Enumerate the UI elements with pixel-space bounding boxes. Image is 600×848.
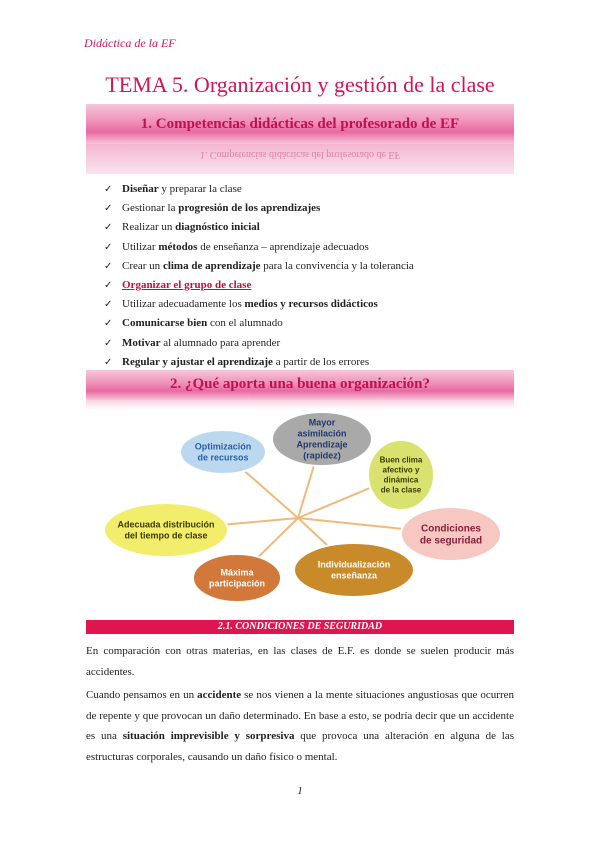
bubble-label: Condiciones bbox=[420, 523, 482, 535]
competency-pre: Gestionar la bbox=[122, 202, 179, 215]
competency-item bbox=[104, 353, 414, 372]
bubble-label: Aprendizaje bbox=[296, 439, 348, 450]
bubble-label: Máxima bbox=[220, 567, 254, 578]
bubble-buen-clima bbox=[368, 440, 434, 510]
bubble-label: participación bbox=[208, 578, 266, 589]
bubble-label: Buen clima bbox=[379, 455, 423, 465]
bubble-label: asimilación bbox=[297, 428, 347, 439]
check-icon: ✓ bbox=[104, 203, 113, 215]
competency-bold: Comunicarse bien bbox=[122, 317, 208, 330]
section1-banner bbox=[86, 104, 514, 144]
competency-bold: métodos bbox=[158, 240, 198, 253]
bubble-label: enseñanza bbox=[330, 570, 378, 581]
competency-item bbox=[104, 314, 414, 333]
bubble-label: Adecuada distribución bbox=[117, 519, 215, 530]
competency-rest: a partir de los errores bbox=[272, 355, 370, 368]
competency-item bbox=[104, 238, 414, 257]
section2-reflection bbox=[86, 400, 514, 410]
section2-banner bbox=[86, 370, 514, 400]
section1-heading: 1. Competencias didácticas del profesorado de EF bbox=[140, 116, 460, 132]
bubble-label: del tiempo de clase bbox=[124, 530, 208, 541]
competency-item bbox=[104, 257, 414, 276]
check-icon: ✓ bbox=[104, 356, 113, 368]
bubble-label: de la clase bbox=[380, 485, 422, 495]
competency-bold: progresión de los aprendizajes bbox=[178, 202, 321, 215]
competency-rest: al alumnado para aprender bbox=[160, 336, 281, 349]
organization-diagram bbox=[86, 410, 514, 615]
competency-rest: de enseñanza – aprendizaje adecuados bbox=[197, 240, 369, 253]
bubble-label: de recursos bbox=[197, 452, 249, 463]
competency-bold: Diseñar bbox=[122, 183, 159, 195]
check-icon: ✓ bbox=[104, 337, 113, 349]
competency-bold: clima de aprendizaje bbox=[162, 259, 261, 272]
check-icon: ✓ bbox=[104, 279, 113, 291]
competency-pre: Utilizar bbox=[122, 240, 159, 253]
bubble-condiciones-seguridad bbox=[401, 507, 501, 561]
bubble-label: dinámica bbox=[383, 475, 419, 485]
section2-heading: 2. ¿Qué aporta una buena organización? bbox=[169, 376, 431, 392]
check-icon: ✓ bbox=[104, 299, 113, 311]
competency-bold: diagnóstico inicial bbox=[175, 221, 260, 234]
section1-reflection bbox=[86, 144, 514, 174]
competency-list bbox=[104, 180, 414, 372]
competency-pre: Realizar un bbox=[122, 221, 176, 234]
competency-rest: y preparar la clase bbox=[158, 183, 242, 195]
competency-item bbox=[104, 276, 414, 295]
competency-pre: Crear un bbox=[122, 259, 163, 272]
bubble-optimizacion-recursos bbox=[180, 430, 266, 474]
check-icon: ✓ bbox=[104, 241, 113, 253]
competency-pre: Utilizar adecuadamente los bbox=[122, 298, 245, 311]
paragraph-1: En comparación con otras materias, en las clases de E.F. es donde se suelen producir más accidentes. bbox=[86, 645, 514, 678]
bubble-label: Optimización bbox=[194, 441, 252, 452]
section21-heading: 2.1. CONDICIONES DE SEGURIDAD bbox=[86, 620, 514, 634]
competency-rest: para la convivencia y la tolerancia bbox=[260, 259, 414, 272]
competency-bold: Regular y ajustar el aprendizaje bbox=[122, 355, 273, 368]
competency-bold: Motivar bbox=[122, 336, 161, 349]
paragraph-2-a: Cuando pensamos en un bbox=[86, 689, 198, 701]
bubble-label: (rapidez) bbox=[303, 450, 341, 461]
bubble-label: afectivo y bbox=[382, 465, 420, 475]
paragraph-2-c: se nos vienen a la mente situaciones angustiosas que ocurren de repente y que provocan un daño determinado. En base a esto, se podría decir que un accidente es una bbox=[86, 689, 514, 742]
competency-item bbox=[104, 334, 414, 353]
check-icon: ✓ bbox=[104, 260, 113, 272]
competency-red: Organizar el grupo de clase bbox=[122, 278, 252, 291]
bubble-label: Individualización bbox=[317, 559, 391, 570]
competency-item bbox=[104, 218, 414, 237]
bubble-maxima-participacion bbox=[193, 554, 281, 602]
bubble-label: Mayor bbox=[308, 417, 336, 428]
section1-reflection-text: 1. Competencias didácticas del profesorado de EF bbox=[199, 149, 401, 160]
competency-rest: con el alumnado bbox=[207, 317, 283, 330]
check-icon: ✓ bbox=[104, 222, 113, 234]
paragraph-2-e: que provoca una alteración en alguna de las estructuras corporales, causando un daño físico o mental. bbox=[86, 730, 515, 763]
check-icon: ✓ bbox=[104, 184, 113, 195]
bubble-distribucion-tiempo bbox=[104, 503, 228, 557]
paragraph-2-d: situación imprevisible y sorpresiva bbox=[122, 730, 295, 742]
page-number: 1 bbox=[297, 785, 303, 797]
paragraph-2 bbox=[86, 685, 514, 767]
competency-item bbox=[104, 199, 414, 218]
competency-item bbox=[104, 180, 414, 199]
paragraph-2-b: accidente bbox=[197, 689, 242, 701]
bubble-mayor-asimilacion bbox=[272, 412, 372, 466]
bubble-individualizacion bbox=[294, 543, 414, 597]
competency-item bbox=[104, 295, 414, 314]
header-note: Didáctica de la EF bbox=[84, 36, 176, 50]
check-icon: ✓ bbox=[104, 318, 113, 330]
competency-bold: medios y recursos didácticos bbox=[244, 298, 378, 311]
bubble-label: de seguridad bbox=[419, 535, 483, 547]
page-title: TEMA 5. Organización y gestión de la clase bbox=[105, 72, 495, 97]
